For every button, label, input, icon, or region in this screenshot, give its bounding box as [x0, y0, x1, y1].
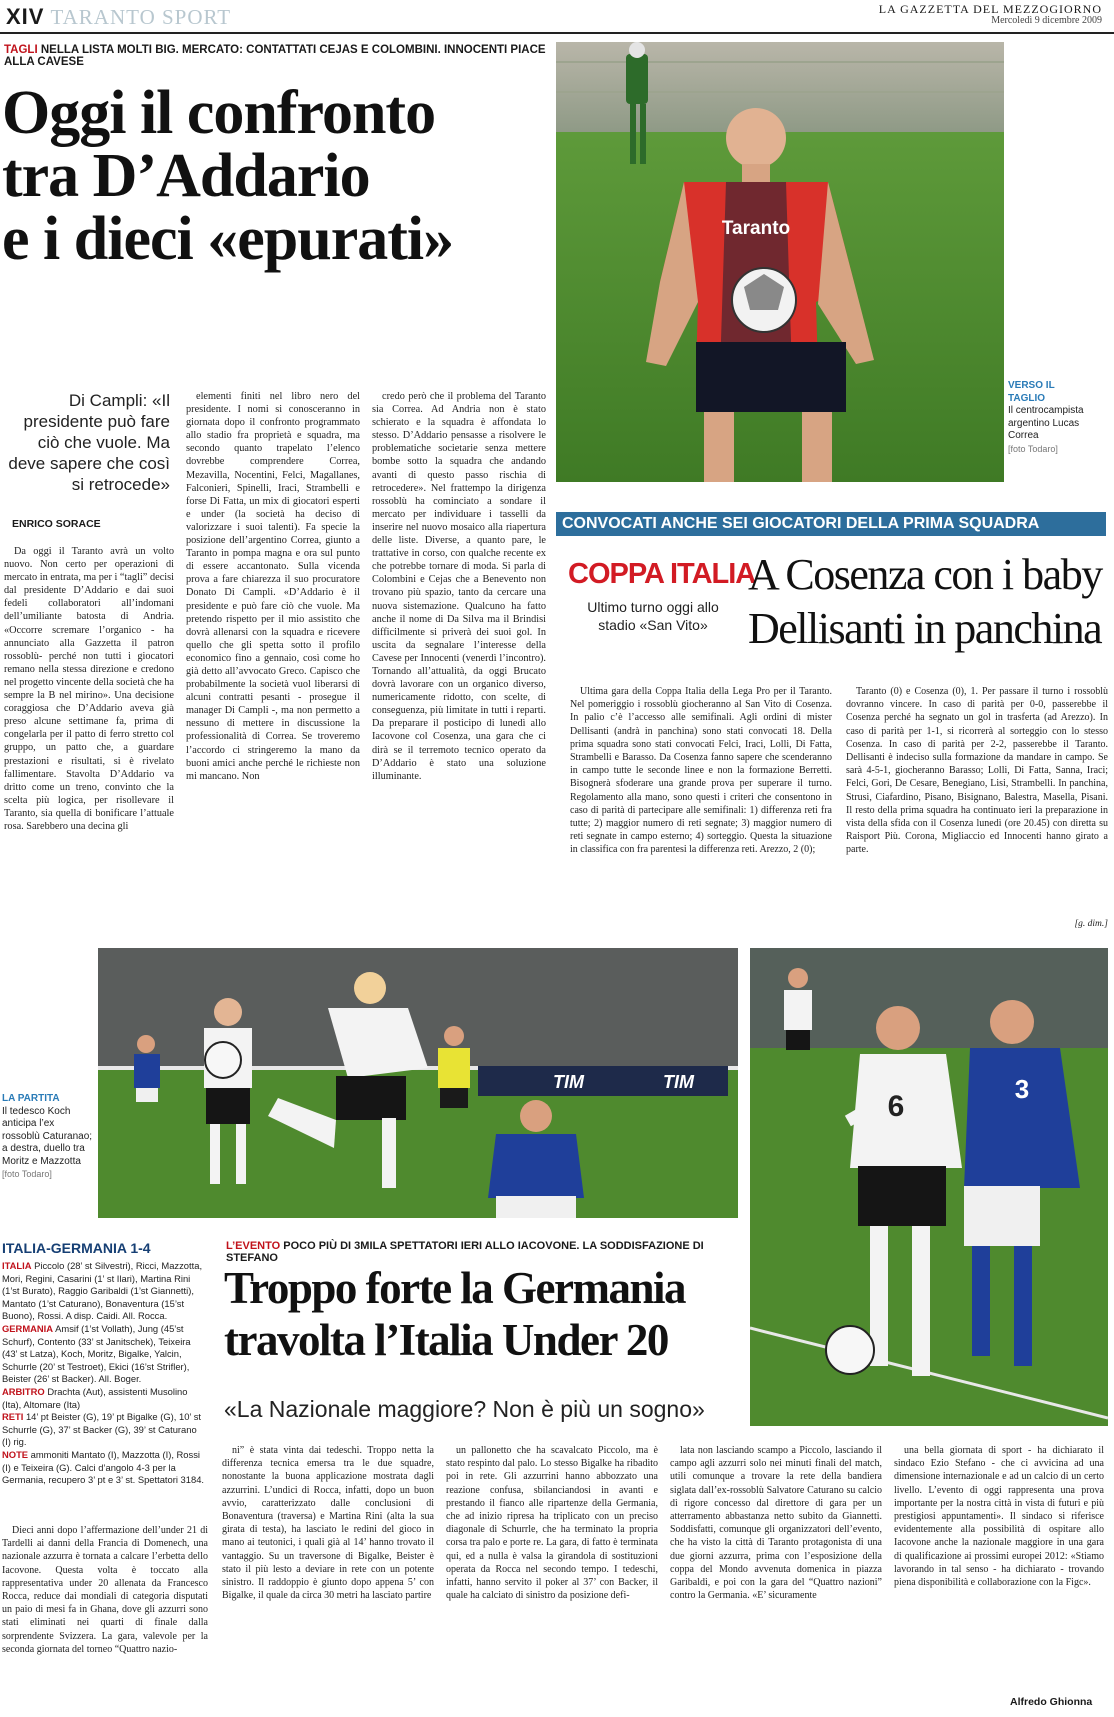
scorecard-entry	[2, 1411, 208, 1449]
scorecard-key: ARBITRO	[2, 1385, 45, 1397]
issue-date: Mercoledì 9 dicembre 2009	[991, 15, 1102, 26]
scorecard-value: ammoniti Mantato (I), Mazzotta (I), Rossi (I) e Teixeira (G). Calci d’angolo 4-3 per la Germania, recupero 3’ pt e 3’ st. Spettatori 3184.	[2, 1448, 205, 1486]
main-headline-line: tra D’Addario	[2, 142, 370, 211]
scorecard-entry	[2, 1449, 208, 1487]
article-text: Da oggi il Taranto avrà un volto nuovo. Non certo per operazioni di mercato in entrata, ma per i “tagli” decisi dal presidente D’Addario e dai suoi fedeli collaboratori all’indomani dell’umiliante batosta di Andria. «Occorre scremare l’organico - ha annunciato alla Gazzetta il patron rossoblù- perché non tutti i giocatori remano nella stessa direzione e credono nel progetto vincente della società che ha sempre la B nel mirino». Una decisione coraggiosa che D’Addario aveva già preso alcune settimane fa, prima di congelarla per il patto di ferro stretto col gruppo, un patto che, a guardare prestazioni e risultati, si è rivelato fallimentare. Stavolta D’Addario va dritto come un treno, convinto che la scelta più logica, per risollevare il Taranto, sia quella di bonificare l’attuale rosa. Sarebbero una decina gli	[4, 546, 174, 832]
germania-kicker-text: POCO PIÙ DI 3MILA SPETTATORI IERI ALLO IACOVONE. LA SODDISFAZIONE DI STEFANO	[226, 1240, 704, 1264]
newspaper-header	[879, 3, 1102, 27]
shirt-number: 3	[1014, 1074, 1030, 1104]
scorecard-value: Drachta (Aut), assistenti Musolino (Ita), Altomare (Ita)	[2, 1385, 188, 1410]
photo-credit: [foto Todaro]	[2, 1169, 52, 1179]
caption-kicker: VERSO IL TAGLIO	[1008, 380, 1055, 404]
caption-text: Il centrocampista argentino Lucas Correa	[1008, 405, 1084, 441]
main-column-2	[186, 390, 360, 915]
section-name: TARANTO SPORT	[50, 5, 232, 29]
main-headline-line: e i dieci «epurati»	[2, 205, 454, 274]
scorecard-entry	[2, 1260, 208, 1323]
photo-correa	[556, 42, 1004, 482]
coppa-label: COPPA ITALIA	[568, 558, 756, 590]
article-text: un pallonetto che ha scavalcato Piccolo, ma è stato respinto dal palo. Lo stesso Bigalke ha ribadito poi in rete. Gli azzurrini hanno abbozzato una reazione confusa, sbilanciandosi in avanti e prestando il fianco alle ripartenze della Germania, che ad inizio ripresa ha triplicato con un preciso diagonale di Schurrle, che ha terminato la propria corsa tra palo e porte re. La gara, di fatto è terminata qui, ed a nulla è valsa la girandola di sostituzioni operata da Rocca nel secondo tempo. I tedeschi, infatti, hanno servito il poker al 37’ con Backer, il quale ha calciato di sinistro da posizione defi-	[446, 1445, 658, 1602]
germania-headline	[224, 1262, 744, 1366]
germania-column-2	[446, 1444, 658, 1714]
photo-credit: [foto Todaro]	[1008, 443, 1058, 454]
germania-quote: «La Nazionale maggiore? Non è più un sogno»	[224, 1396, 705, 1422]
germania-kicker-tag: L’EVENTO	[226, 1240, 281, 1252]
scorecard-key: RETI	[2, 1411, 24, 1423]
germania-headline-line: travolta l’Italia Under 20	[224, 1315, 668, 1365]
ad-board-text: TIM	[553, 1072, 584, 1092]
article-text: ni” è stata vinta dai tedeschi. Troppo netta la differenza tecnica emersa tra le due squadre, nonostante la buona applicazione mostrata dagli azzurrini. L’undici di Rocca, infatti, dopo un buon avvio, caratterizzato dalle conclusioni di Bonaventura (traversa) e Martina Rini (alta la sua girata di testa), ha lasciato le redini del gioco in mano ai teutonici, i quali già al 14’ hanno trovato il vantaggio. Su un traversone di Bigalke, Beister è stato il più lesto a deviare in rete con un potente sinistro. Il raddoppio è giunto dopo appena 5’ con Bigalke, il quale da circa 30 metri ha lasciato partire	[222, 1445, 434, 1602]
scorecard-entry	[2, 1386, 208, 1411]
main-column-1	[4, 545, 174, 915]
shirt-number: 6	[887, 1090, 905, 1123]
page-header	[6, 4, 231, 30]
photo-match-left	[98, 948, 738, 1218]
caption-kicker: LA PARTITA	[2, 1093, 60, 1104]
photo-match-right	[750, 948, 1108, 1426]
article-text: lata non lasciando scampo a Piccolo, lasciando il campo agli azzurri solo nei minuti finali del match, utili comunque a trovare la rete della bandiera siglata dall’ex-rossoblù Salvatore Caturano su calcio di rigore concesso dal direttore di gara per un atterramento abbastanza netto subito da Giannetti. Soddisfatti, comunque gli organizzatori dell’evento, che ha visto la città di Taranto protagonista di una due giorni azzurra, prima con l’esposizione della coppa del Mondo avvenuta domenica in piazza Garibaldi, e poi con la gara del “Quattro nazioni” contro la Germania. «E’ sicuramente	[670, 1445, 882, 1602]
scorecard-value: Amsif (1’st Vollath), Jung (45’st Schurf), Contento (33’ st Janitschek), Teixeira (43’ st Latza), Koch, Moritz, Bigalke, Yalcin, Schurrle (20’ st Testroet), Ekici (16’st Strifler), Beister (26’ st Backer). All. Boger.	[2, 1322, 191, 1385]
coppa-headline	[748, 548, 1108, 656]
germania-author: Alfredo Ghionna	[1010, 1696, 1093, 1708]
photo-match-caption	[2, 1093, 94, 1181]
germania-column-1	[222, 1444, 434, 1714]
main-byline: ENRICO SORACE	[12, 518, 101, 530]
photo-correa-image	[556, 42, 1004, 482]
article-text: una bella giornata di sport - ha dichiarato il sindaco Ezio Stefano - che ci avvicina ad una dimensione internazionale e ad un calcio di un certo livello. L’evento di oggi rappresenta una prova importante per la nostra città in vista di futuri e più prestigiosi appuntamenti». Il sindaco si riferisce evidentemente alla possibilità di ospitare allo Iacovone anche la nazionale maggiore in una gara di qualificazione ai prossimi europei 2012: «Stiamo lavorando in tal senso - ha dichiarato - trovando piena disponibilità e collaborazione con la Figc».	[894, 1445, 1104, 1589]
germania-column-3	[670, 1444, 882, 1714]
article-text: elementi finiti nel libro nero del presidente. I nomi si conosceranno in giornata dopo il confronto programmato allo stadio fra proprietà e squadra, ma secondo quanto trapelato l’elenco dovrebbe comprendere Correa, Mezavilla, Nocentini, Felci, Magallanes, Falconieri, Spinelli, Iraci, Strambelli e forse Di Fatta, un mix di giocatori esperti e under (la società ha deciso di valorizzare i suoi talenti). Fa specie la posizione dell’argentino Correa, giunto a Taranto in pompa magna e ora sul punto di essere accantonato. Sulla vicenda prova a fare chiarezza il suo procuratore Donato Di Campli. «D’Addario è il presidente e può fare ciò che vuole. Ma pretendo rispetto per il mio assistito che dovrà allenarsi con la squadra e ricevere quello che gli spetta sotto il profilo economico fino a gennaio, così come ho già detto all’avvocato Greco. Capisco che probabilmente la società vuol liberarsi di alcuni contratti pesanti - prosegue il manager Di Campli -, ma non permetto a nessuno di mettere in discussione la professionalità di Correa. Se troveremo l’accordo ci stringeremo la mano da buoni amici anche perché le richieste non mi mancano. Non	[186, 391, 360, 782]
shirt-sponsor: Taranto	[721, 218, 791, 239]
scorecard-key: ITALIA	[2, 1260, 32, 1271]
coppa-sub: Ultimo turno oggi allo stadio «San Vito»	[587, 599, 719, 633]
scorecard-entry	[2, 1323, 208, 1386]
article-text: Taranto (0) e Cosenza (0), 1. Per passare il turno i rossoblù dovranno vincere. In caso di parità per 0-0, passerebbe il Cosenza perché ha segnato un gol in trasferta (ad Arezzo). In caso di parità per 1-1, si ricorrerà al sorteggio con lo stesso Cosenza. In caso di parità per 2-2, passerebbe il Taranto. Dellisanti è indeciso sulla formazione da mandare in campo. Se sarà 4-5-1, giocheranno Barasso; Lolli, Di Fatta, Sanna, Iraci; Felci, Gori, De Cesare, Benegiano, Lisi, Strambelli. In panchina, Strusi, Ciafardino, Pisano, Bisignano, Balestra, Masella, Pisani. Il resto della prima squadra ha continuato ieri la preparazione in vista della sfida con il Cosenza lunedì (ore 20.45) con diretta su Raisport Più. Corona, Migliaccio ed Innocenti hanno girato a parte.	[846, 686, 1108, 856]
header-rule	[0, 32, 1114, 34]
coppa-column-1	[570, 685, 832, 925]
coppa-signature-wrap	[1040, 918, 1108, 931]
main-deck: Di Campli: «Il presidente può fare ciò che vuole. Ma deve sapere che così si retrocede»	[8, 391, 170, 494]
scorecard-key: NOTE	[2, 1448, 29, 1460]
ad-board-text: TIM	[663, 1072, 694, 1092]
photo-match-right-image	[750, 948, 1108, 1426]
germania-headline-line: Troppo forte la Germania	[224, 1263, 686, 1313]
coppa-column-2	[846, 685, 1108, 917]
coppa-headline-line: Dellisanti in panchina	[748, 604, 1102, 653]
scorecard-body	[2, 1524, 208, 1712]
coppa-signature: [g. dim.]	[1074, 919, 1108, 929]
scorecard-value: Piccolo (28’ st Silvestri), Ricci, Mazzotta, Mori, Regini, Casarini (1’ st Ilari), Martina Rini (1’st Burato), Raggio Garibaldi (1’st Giannetti), Mantato (1’st Caturano), Bonaventura (15’st Buono), Rossi. A disp. Caidi. All. Rocca.	[2, 1260, 203, 1322]
caption-text: Il tedesco Koch anticipa l’ex rossoblù Caturanao; a destra, duello tra Moritz e Mazzotta	[2, 1105, 93, 1167]
page-number: XIV	[6, 4, 45, 29]
main-headline-line: Oggi il confronto	[2, 79, 436, 147]
article-text: Dieci anni dopo l’affermazione dell’under 21 di Tardelli ai danni della Francia di Domenech, una nazionale azzurra è tornata a calcare l’erbetta dello Iacovone. Questa volta è toccato alla rappresentativa under 20 allenata da Francesco Rocca, reduce dai mondiali di categoria disputati un paio di mesi fa in Ghana, dove gli azzurri sono stati eliminati nei quarti di finale dalla sorprendente Svizzera. La gara, valevole per la seconda giornata del torneo “Quattro nazio-	[2, 1525, 208, 1655]
scorecard-value: 14’ pt Beister (G), 19’ pt Bigalke (G), 10’ st Schurrle (G), 37’ st Backer (G), 39’ st Caturano (I) rig.	[2, 1411, 202, 1448]
main-kicker	[4, 44, 549, 68]
newspaper-name: LA GAZZETTA DEL MEZZOGIORNO	[878, 2, 1102, 16]
coppa-banner: CONVOCATI ANCHE SEI GIOCATORI DELLA PRIMA SQUADRA	[556, 512, 1106, 536]
scorecard-lineups	[2, 1260, 208, 1487]
article-text: credo però che il problema del Taranto sia Correa. Ad Andria non è stato schierato e la squadra è affondata lo stesso. D’Addario pensasse a risolvere le problematiche societarie senza mettere bombe sotto la squadra che andando avanti di questo passo rischia di retrocedere». Nel frattempo la dirigenza rossoblù ha cominciato a sondare il mercato per individuare i tasselli da inserire nel nuovo mosaico alla riapertura delle liste. Diverse, a quanto pare, le trattative in corso, con qualche recente ex che potrebbe tornare di moda. Si parla di Colombini e Cejas che a Benevento non trovano più spazio, tanto da cercare una nuova sistemazione. Qualcuno ha fatto anche il nome di Da Silva ma il Brindisi difficilmente si priverà dei suoi gol. In uscita da segnalare l’interesse della Cavese per Innocenti (venerdì l’incontro). Tornando all’attualità, da oggi Brucato dovrà lavorare con un organico diverso, numericamente ridotto, con scelte, di conseguenza, più limitate in tutti i reparti. Da preparare il posticipo di lunedì allo Iacovone col Cosenza, una gara che ci dirà se il terremoto tecnico operato da D’Addario è stato una soluzione illuminante.	[372, 391, 546, 782]
photo-match-left-image	[98, 948, 738, 1218]
scorecard-key: GERMANIA	[2, 1322, 54, 1334]
main-kicker-tag: TAGLI	[4, 44, 38, 56]
scorecard-title: ITALIA-GERMANIA 1-4	[2, 1240, 151, 1256]
main-kicker-text: NELLA LISTA MOLTI BIG. MERCATO: CONTATTATI CEJAS E COLOMBINI. INNOCENTI PIACE ALLA CAVESE	[4, 44, 546, 68]
coppa-headline-line: A Cosenza con i baby	[748, 550, 1102, 599]
germania-kicker	[226, 1240, 746, 1264]
germania-column-4	[894, 1444, 1104, 1690]
photo-correa-caption	[1008, 380, 1090, 455]
main-headline	[2, 79, 547, 274]
main-column-3	[372, 390, 546, 915]
article-text: Ultima gara della Coppa Italia della Lega Pro per il Taranto. Nel pomeriggio i rossoblù giocheranno al San Vito di Cosenza. In palio c’è l’accesso alle semifinali. Agli ordini di mister Dellisanti (andrà in panchina) sono stati convocati 18. Della prima squadra sono stati convocati Felci, Iraci, Lolli, Di Fatta, Strambelli e Barasso. Da Cosenza fanno sapere che scenderanno in campo tutte le seconde linee e non la formazione Berretti. Bisognerà sfoderare una grande prova per superare il turno. Regolamento alla mano, sono questi i criteri che consentono in caso di parità di partecipare alle semifinali: 1) differenza reti fra tutte; 2) maggior numero di reti segnate; 3) maggior numero di reti segnate in campo esterno; 4) sorteggio. Questa la situazione in classifica con fra parentesi la differenza reti. Arezzo, 2 (0);	[570, 686, 832, 856]
